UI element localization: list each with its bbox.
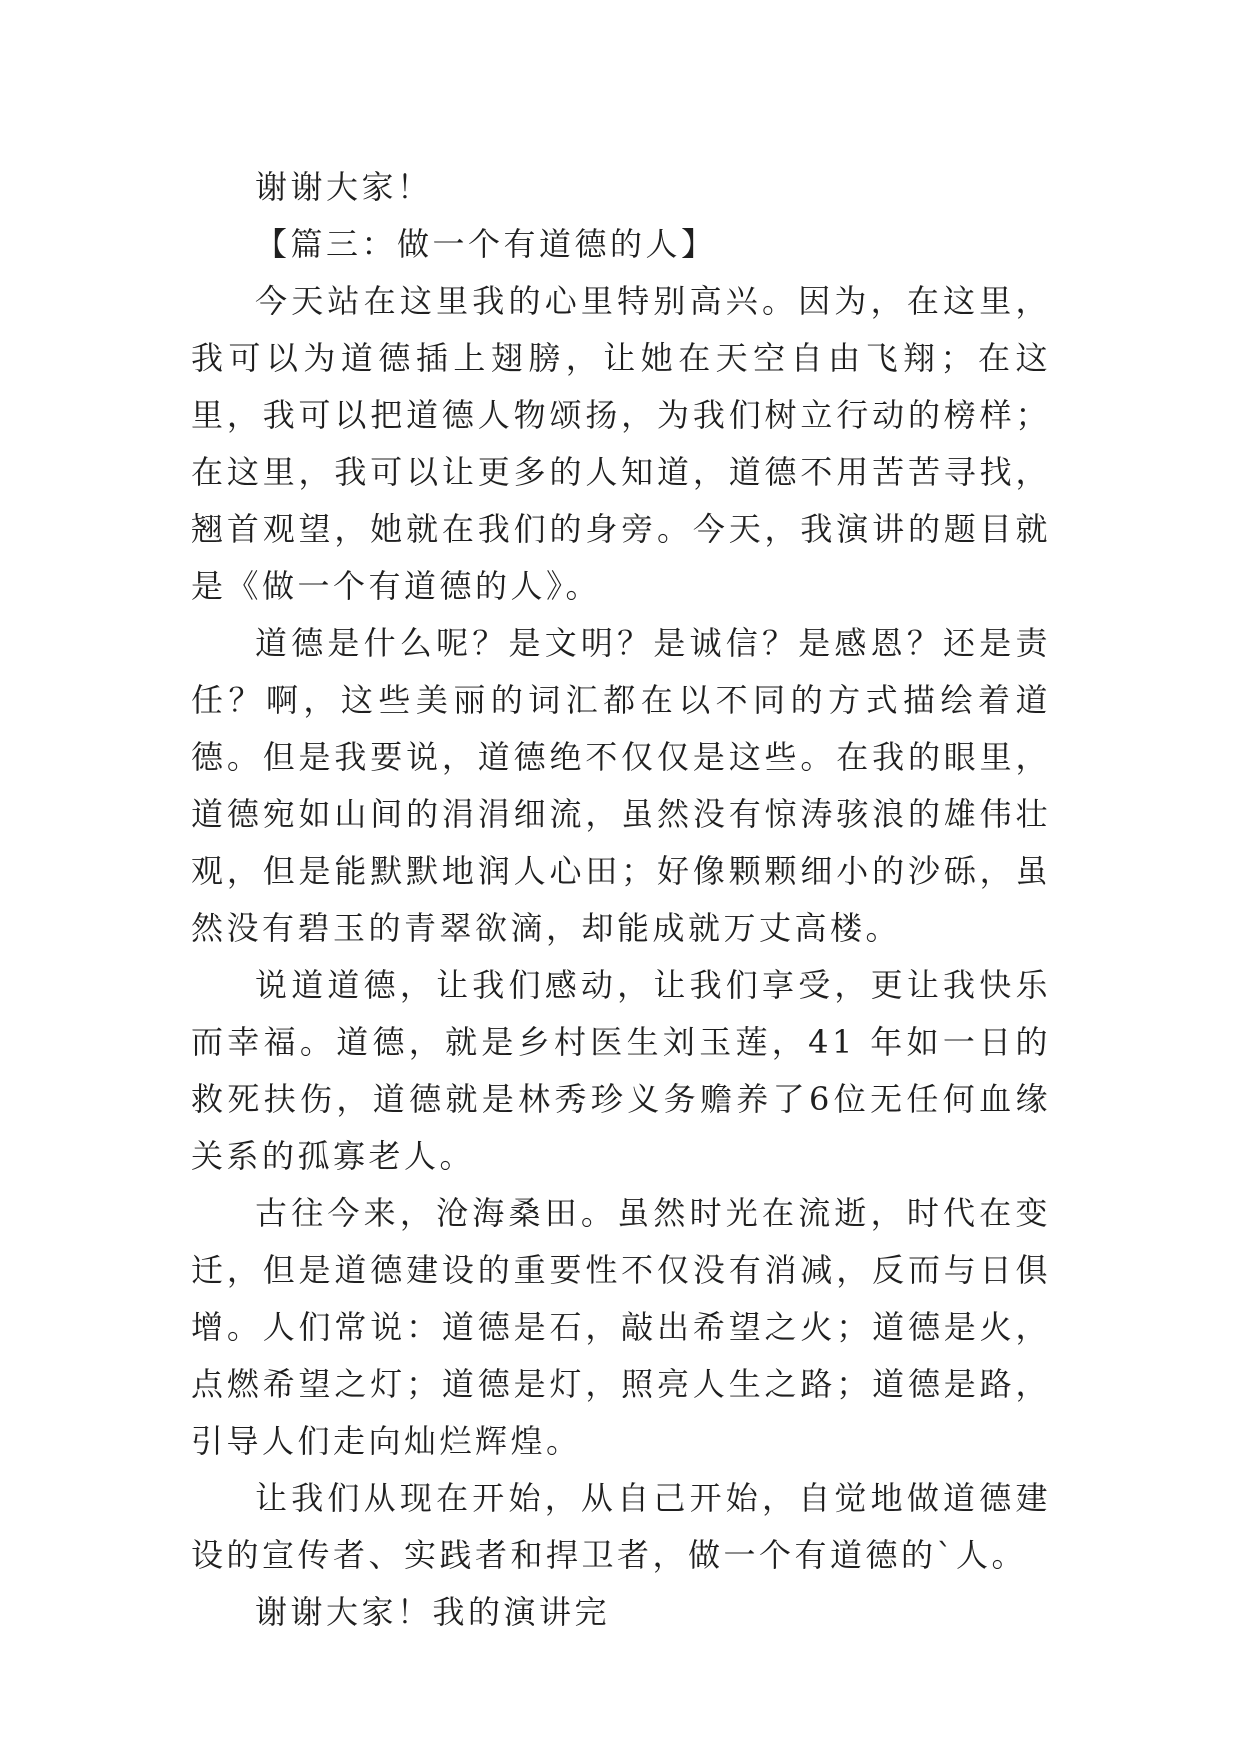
speech-text <box>191 159 1051 1641</box>
closing-line: 谢谢大家！我的演讲完 <box>255 1593 611 1631</box>
paragraph-1: 今天站在这里我的心里特别高兴。因为，在这里，我可以为道德插上翅膀，让她在天空自由飞翔；在这里，我可以把道德人物颂扬，为我们树立行动的榜样；在这里，我可以让更多的人知道，道德不用苦苦寻找，翘首观望，她就在我们的身旁。今天，我演讲的题目就是《做一个有道德的人》。 <box>191 282 1051 605</box>
paragraph-4: 古往今来，沧海桑田。虽然时光在流逝，时代在变迁，但是道德建设的重要性不仅没有消减，反而与日俱增。人们常说：道德是石，敲出希望之火；道德是火，点燃希望之灯；道德是灯，照亮人生之路；道德是路，引导人们走向灿烂辉煌。 <box>191 1194 1051 1460</box>
section-title: 【篇三：做一个有道德的人】 <box>255 225 717 263</box>
paragraph-3: 说道道德，让我们感动，让我们享受，更让我快乐而幸福。道德，就是乡村医生刘玉莲，41 年如一日的救死扶伤，道德就是林秀珍义务赡养了6位无任何血缘关系的孤寡老人。 <box>191 966 1051 1175</box>
opening-line: 谢谢大家！ <box>255 168 433 206</box>
paragraph-2: 道德是什么呢？是文明？是诚信？是感恩？还是责任？啊，这些美丽的词汇都在以不同的方式描绘着道德。但是我要说，道德绝不仅仅是这些。在我的眼里，道德宛如山间的涓涓细流，虽然没有惊涛骇浪的雄伟壮观，但是能默默地润人心田；好像颗颗细小的沙砾，虽然没有碧玉的青翠欲滴，却能成就万丈高楼。 <box>191 624 1051 947</box>
paragraph-5: 让我们从现在开始，从自己开始，自觉地做道德建设的宣传者、实践者和捍卫者，做一个有道德的`人。 <box>191 1479 1051 1574</box>
